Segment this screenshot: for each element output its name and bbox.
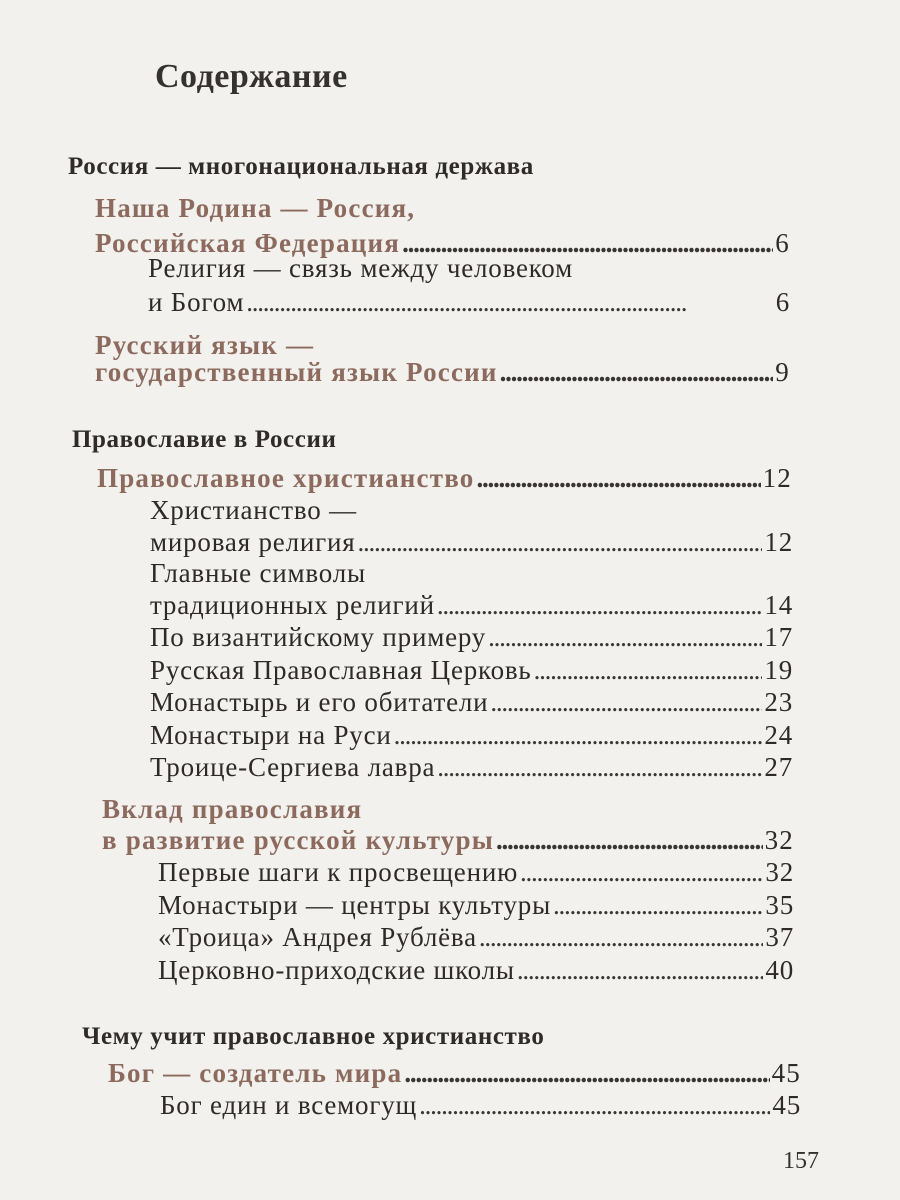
section-title: Православное христианство	[97, 463, 475, 493]
item-title: Русская Православная Церковь	[150, 655, 532, 685]
item-title: традиционных религий	[150, 590, 435, 620]
toc-entry	[95, 357, 790, 388]
item-title: мировая религия	[150, 527, 356, 557]
section-title: Наша Родина — Россия,	[95, 193, 416, 223]
page-ref: 24	[764, 720, 793, 750]
dot-leader	[394, 720, 763, 751]
toc-entry	[158, 857, 794, 888]
dot-leader	[500, 357, 774, 388]
dot-leader	[517, 955, 764, 986]
page-number: 157	[783, 1148, 819, 1174]
page-ref: 32	[765, 857, 794, 887]
dot-leader	[437, 590, 763, 621]
page-ref: 12	[762, 463, 792, 493]
part-title: Чему учит православное христианство	[82, 1023, 545, 1050]
toc-entry	[148, 287, 790, 318]
toc-entry	[158, 890, 794, 921]
part-title: Россия — многонациональная держава	[68, 153, 534, 180]
item-title: Христианство —	[150, 495, 357, 525]
item-title: Бог един и всемогущ	[160, 1090, 418, 1120]
dot-leader	[520, 857, 763, 888]
section-title: Российская Федерация	[95, 228, 401, 258]
section-title: в развитие русской культуры	[102, 825, 494, 855]
toc-entry	[150, 527, 793, 558]
page-title: Содержание	[155, 58, 348, 95]
toc-entry	[160, 1090, 801, 1121]
page-ref: 9	[775, 357, 790, 387]
dot-leader	[404, 1058, 769, 1089]
item-title: Монастыри на Руси	[150, 720, 392, 750]
dot-leader	[437, 752, 762, 783]
page-ref: 19	[764, 655, 793, 685]
item-title: Церковно-приходские школы	[158, 955, 515, 985]
toc-entry	[150, 720, 793, 751]
toc-entry	[150, 752, 793, 783]
dot-leader	[553, 890, 763, 921]
item-title: Главные символы	[150, 558, 366, 588]
toc-entry	[150, 687, 793, 718]
toc-entry	[108, 1058, 801, 1089]
toc-entry	[102, 825, 794, 856]
page-ref: 23	[764, 687, 793, 717]
page-ref: 45	[772, 1090, 801, 1120]
dot-leader	[496, 825, 763, 856]
dot-leader	[357, 527, 762, 558]
page-ref: 6	[775, 228, 790, 258]
page-ref: 45	[771, 1058, 801, 1088]
dot-leader	[488, 622, 762, 653]
dot-leader	[246, 287, 773, 318]
section-title: Бог — создатель мира	[108, 1058, 403, 1088]
page-ref: 12	[764, 527, 793, 557]
dot-leader	[479, 922, 763, 953]
dot-leader	[534, 655, 763, 686]
dot-leader	[490, 687, 762, 718]
item-title: Монастыри — центры культуры	[158, 890, 552, 920]
toc-entry	[158, 922, 794, 953]
item-title: Троице-Сергиева лавра	[150, 752, 436, 782]
toc-entry	[150, 655, 793, 686]
page-ref: 40	[765, 955, 794, 985]
item-title: и Богом	[148, 287, 245, 317]
page-ref: 17	[764, 622, 793, 652]
page-ref: 6	[775, 287, 790, 317]
page-ref: 27	[764, 752, 793, 782]
part-title: Православие в России	[72, 426, 337, 453]
page-ref: 32	[764, 825, 794, 855]
item-title: По византийскому примеру	[150, 622, 487, 652]
section-title: государственный язык России	[95, 357, 498, 387]
dot-leader	[419, 1090, 770, 1121]
toc-entry	[97, 463, 792, 494]
item-title: Монастырь и его обитатели	[150, 687, 489, 717]
section-title: Вклад православия	[102, 794, 363, 824]
item-title: Первые шаги к просвещению	[158, 857, 519, 887]
toc-entry	[150, 590, 793, 621]
page-ref: 37	[765, 922, 794, 952]
dot-leader	[477, 463, 761, 494]
section-title: Русский язык —	[95, 330, 315, 360]
toc-entry	[158, 955, 794, 986]
toc-entry	[150, 622, 793, 653]
page-ref: 35	[765, 890, 794, 920]
item-title: «Троица» Андрея Рублёва	[158, 922, 477, 952]
item-title: Религия — связь между человеком	[148, 253, 573, 283]
page-ref: 14	[764, 590, 793, 620]
